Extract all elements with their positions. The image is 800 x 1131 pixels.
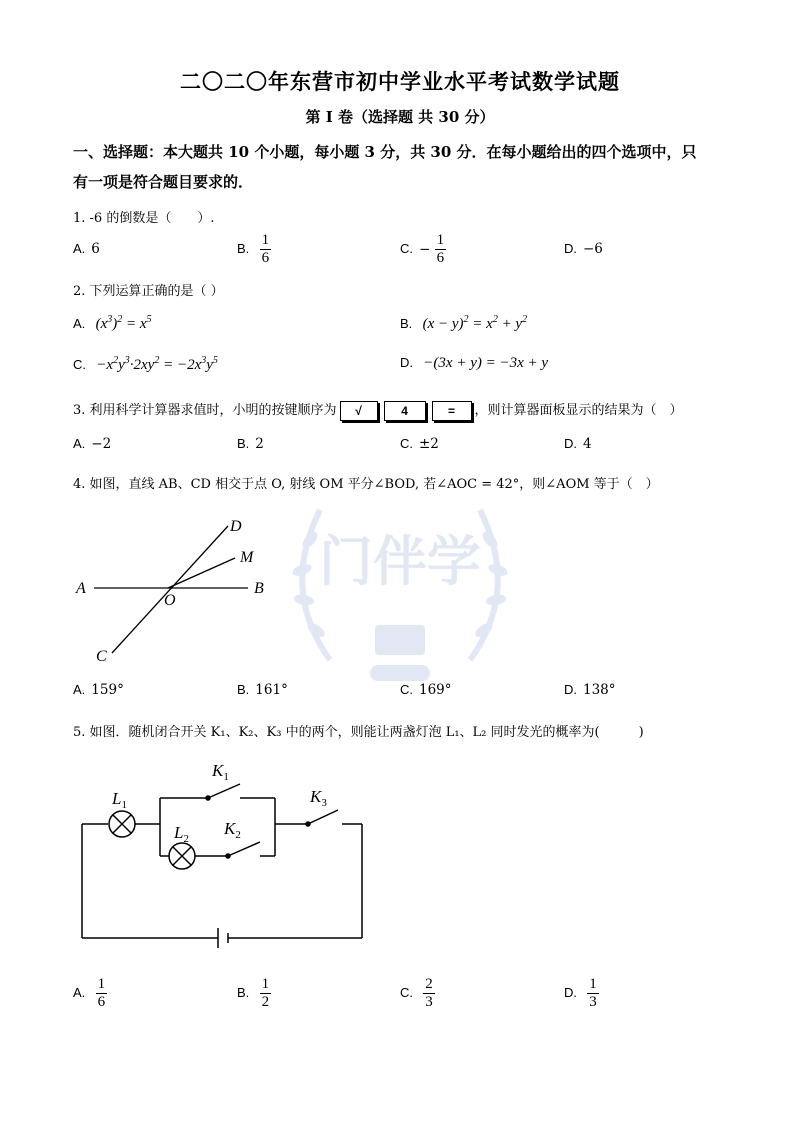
q3-option-c: C. ±2 bbox=[400, 436, 439, 452]
label-k1: $K_1$ bbox=[212, 761, 229, 783]
switch-k2-icon bbox=[228, 842, 260, 856]
label-k2: $K_2$ bbox=[224, 819, 241, 841]
q2-stem: 2. 下列运算正确的是（ ） bbox=[73, 284, 224, 299]
q4-option-a: A. 159° bbox=[73, 682, 124, 698]
q5-option-d: D. $\frac{1}{3}$ bbox=[564, 976, 597, 1010]
q2-option-a: A. $(x^3)^2 = x^5$ bbox=[73, 314, 152, 332]
q3-stem: 3. 利用科学计算器求值时，小明的按键顺序为 √ 4 = ，则计算器面板显示的结果为（ ） bbox=[73, 399, 683, 421]
q5-option-c: C. $\frac{2}{3}$ bbox=[400, 976, 433, 1010]
label-l2: $L_2$ bbox=[174, 823, 189, 845]
q2-option-c: C. $-x^2y^3\cdot 2xy^2 = -2x^3y^5$ bbox=[73, 355, 218, 373]
switch-k1-icon bbox=[208, 784, 240, 798]
q2-option-d: D. −(3x + y) = −3x + y bbox=[400, 355, 549, 371]
q4-option-d: D. 138° bbox=[564, 682, 616, 698]
section-heading-line2: 有一项是符合题目要求的． bbox=[73, 173, 254, 191]
watermark-logo bbox=[270, 460, 530, 700]
watermark-text: 门伴学 bbox=[319, 530, 481, 593]
q1-option-a: A. 6 bbox=[73, 241, 100, 257]
line-cd bbox=[112, 526, 228, 653]
q3-option-b: B. 2 bbox=[237, 436, 264, 452]
equals-key-icon: = bbox=[432, 401, 472, 421]
switch-k3-icon bbox=[308, 810, 338, 824]
label-m: M bbox=[240, 549, 254, 566]
q1-option-b: B. $\frac{1}{6}$ bbox=[237, 232, 270, 266]
label-a: A bbox=[76, 580, 86, 597]
q3-option-a: A. −2 bbox=[73, 436, 112, 452]
page-title: 二〇二〇年东营市初中学业水平考试数学试题 bbox=[180, 69, 620, 94]
q4-option-c: C. 169° bbox=[400, 682, 452, 698]
sqrt-key-icon: √ bbox=[340, 401, 378, 421]
q5-circuit-figure bbox=[70, 758, 370, 958]
q5-option-b: B. $\frac{1}{2}$ bbox=[237, 976, 270, 1010]
label-k3: $K_3$ bbox=[310, 787, 327, 809]
label-b: B bbox=[254, 580, 264, 597]
page-subtitle: 第 I 卷（选择题 共 30 分） bbox=[305, 108, 495, 126]
q4-angle-figure bbox=[70, 512, 290, 672]
label-c: C bbox=[96, 648, 107, 665]
q1-option-d: D. −6 bbox=[564, 241, 603, 257]
section-heading-line1: 一、选择题：本大题共 10 个小题，每小题 3 分，共 30 分．在每小题给出的四个选项中，只 bbox=[73, 143, 697, 161]
q5-option-a: A. $\frac{1}{6}$ bbox=[73, 976, 106, 1010]
q2-option-b: B. $(x - y)^2 = x^2 + y^2$ bbox=[400, 314, 528, 332]
label-d: D bbox=[230, 518, 242, 535]
q4-stem: 4. 如图，直线 AB、CD 相交于点 O, 射线 OM 平分∠BOD, 若∠AOC = 42°，则∠AOM 等于（ ） bbox=[73, 477, 659, 492]
key-4: 4 bbox=[384, 401, 426, 421]
q1-option-c: C. − $\frac{1}{6}$ bbox=[400, 232, 445, 266]
q1-stem: 1. -6 的倒数是（ ）. bbox=[73, 211, 215, 226]
ray-om bbox=[168, 558, 235, 588]
q3-option-d: D. 4 bbox=[564, 436, 592, 452]
q4-option-b: B. 161° bbox=[237, 682, 288, 698]
q5-stem: 5. 如图．随机闭合开关 K₁、K₂、K₃ 中的两个，则能让两盏灯泡 L₁、L₂ 同时发光的概率为( ) bbox=[73, 725, 644, 740]
label-l1: $L_1$ bbox=[112, 789, 127, 811]
label-o: O bbox=[164, 592, 176, 609]
